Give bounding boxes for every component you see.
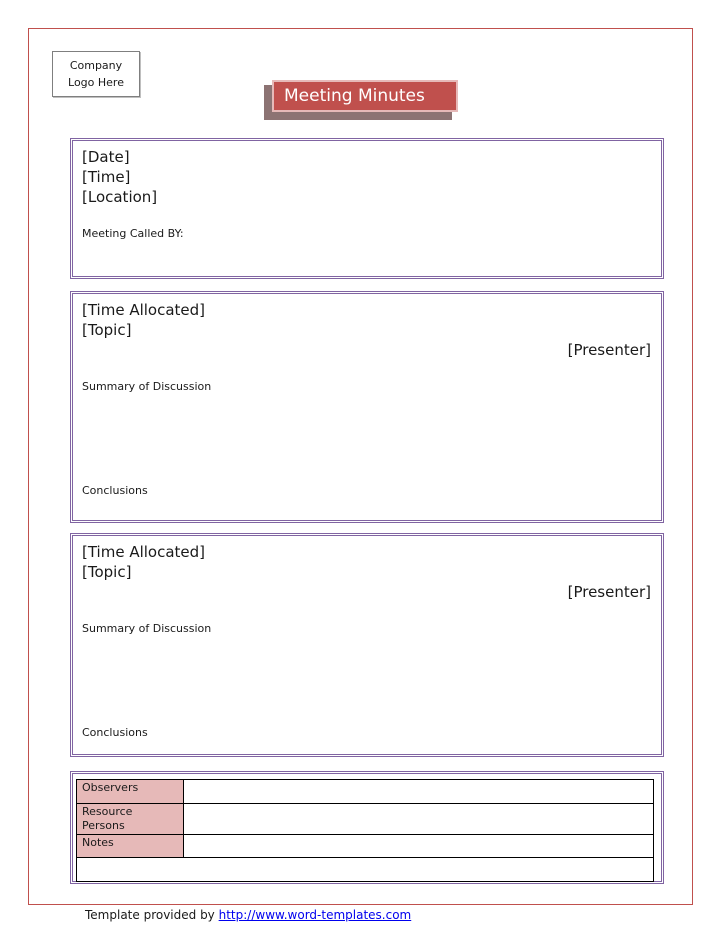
observers-value[interactable] [184,780,654,804]
topic-section-1 [70,291,664,523]
table-row [77,858,654,882]
location-field[interactable]: [Location] [82,188,158,206]
logo-line-1: Company [69,59,123,72]
conclusions-label: Conclusions [82,726,148,739]
meeting-details-section [70,138,664,279]
footer-prefix: Template provided by [85,908,215,922]
resource-persons-label: Resource Persons [77,803,184,834]
table-row [77,803,654,834]
info-table-section [70,771,664,884]
meeting-called-by-label: Meeting Called BY: [82,227,184,240]
company-logo-placeholder [52,51,140,97]
presenter-field[interactable]: [Presenter] [567,341,651,359]
summary-label: Summary of Discussion [82,380,212,393]
info-table [76,779,654,882]
topic-section-2 [70,533,664,757]
observers-label: Observers [77,780,184,804]
summary-label: Summary of Discussion [82,622,212,635]
notes-label: Notes [77,834,184,858]
document-title: Meeting Minutes [272,80,458,112]
time-field[interactable]: [Time] [82,168,131,186]
date-field[interactable]: [Date] [82,148,130,166]
footer-link[interactable]: http://www.word-templates.com [218,908,412,922]
table-row [77,834,654,858]
time-allocated-field[interactable]: [Time Allocated] [82,543,206,561]
topic-field[interactable]: [Topic] [82,563,132,581]
topic-field[interactable]: [Topic] [82,321,132,339]
conclusions-label: Conclusions [82,484,148,497]
time-allocated-field[interactable]: [Time Allocated] [82,301,206,319]
resource-persons-value[interactable] [184,803,654,834]
notes-value[interactable] [184,834,654,858]
logo-line-2: Logo Here [68,76,124,89]
notes-extra-row[interactable] [77,858,654,882]
footer [85,907,411,923]
presenter-field[interactable]: [Presenter] [567,583,651,601]
table-row [77,780,654,804]
